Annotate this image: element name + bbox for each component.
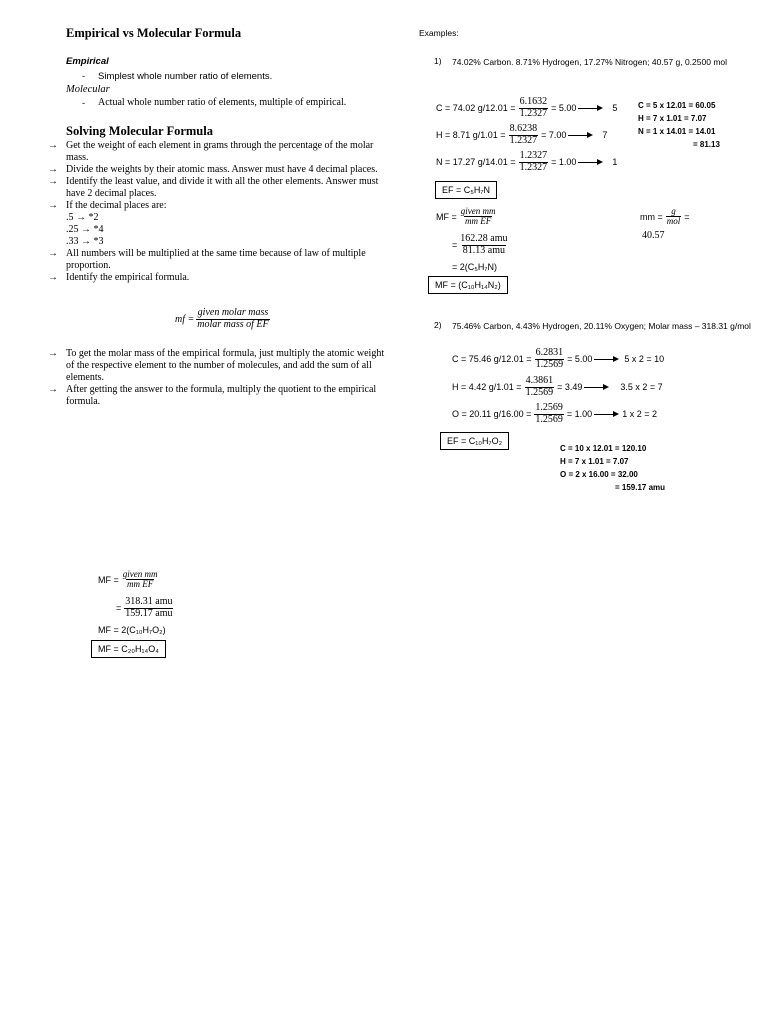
ex2-mf-final-box: MF = C₂₀H₁₄O₄ bbox=[91, 640, 166, 658]
arrow-icon bbox=[578, 162, 600, 163]
ex1-row-c: C = 74.02 g/12.01 = $\frac{6.1632}{1.2327}$ = 5.00 5 bbox=[436, 96, 618, 119]
empirical-dash: - bbox=[82, 71, 86, 82]
arrow-icon bbox=[594, 414, 616, 415]
ex2-mf-line3: MF = 2(C₁₀H₇O₂) bbox=[98, 625, 166, 635]
ex1-mf-line2: = $\frac{\text{162.28 amu}}{\text{81.13 amu}}$ bbox=[452, 233, 508, 256]
step-6: → Identify the empirical formula. bbox=[48, 272, 190, 283]
decimal-rule-2: .25 → *4 bbox=[66, 224, 104, 235]
arrow-icon bbox=[578, 108, 600, 109]
arrow-icon bbox=[594, 359, 616, 360]
step-2: → Divide the weights by their atomic mass. Answer must have 4 decimal places. bbox=[48, 164, 378, 175]
ex2-mass-calc: C = 10 x 12.01 = 120.10 H = 7 x 1.01 = 7.07 O = 2 x 16.00 = 32.00 = 159.17 amu bbox=[560, 444, 666, 492]
arrow-icon bbox=[568, 135, 590, 136]
arrow-icon bbox=[584, 387, 606, 388]
molecular-dash: - bbox=[82, 98, 86, 109]
ex1-mf-final-box: MF = (C₁₀H₁₄N₂) bbox=[428, 276, 508, 294]
empirical-definition: Simplest whole number ratio of elements. bbox=[98, 71, 273, 82]
ex1-row-n: N = 17.27 g/14.01 = $\frac{1.2327}{1.2327}$ = 1.00 1 bbox=[436, 150, 618, 173]
solving-title: Solving Molecular Formula bbox=[66, 124, 213, 138]
decimal-rule-3: .33 → *3 bbox=[66, 236, 104, 247]
step-7: → To get the molar mass of the empirical formula, just multiply the atomic weight of the respective element to the number of molecules, and add the sum of all elements. bbox=[48, 348, 385, 383]
molecular-definition: Actual whole number ratio of elements, multiple of empirical. bbox=[98, 97, 347, 108]
step-8: → After getting the answer to the formula, multiply the quotient to the empirical formula. bbox=[48, 384, 377, 407]
molecular-heading: Molecular bbox=[66, 84, 110, 95]
steps-list bbox=[48, 140, 388, 284]
page-title: Empirical vs Molecular Formula bbox=[66, 26, 242, 40]
empirical-heading: Empirical bbox=[66, 56, 109, 67]
step-4: → If the decimal places are: bbox=[48, 200, 167, 211]
step-3: → Identify the least value, and divide it with all the other elements. Answer must have 2 decimal places. bbox=[48, 176, 379, 199]
ex2-ef-box: EF = C₁₀H₇O₂ bbox=[440, 432, 509, 450]
ex2-mf-line1: MF = $\frac{\text{given mm}}{\text{mm EF}}$ bbox=[98, 569, 158, 590]
ex2-row-o: O = 20.11 g/16.00 = $\frac{1.2569}{1.2569}$ = 1.00 1 x 2 = 2 bbox=[452, 402, 657, 425]
examples-label: Examples: bbox=[419, 28, 459, 38]
ex1-number: 1) bbox=[434, 56, 442, 66]
ex1-ef-box: EF = C₅H₇N bbox=[435, 181, 497, 199]
mf-formula: mf = $\frac{\text{given molar mass}}{\text{molar mass of EF}}$ bbox=[175, 307, 269, 330]
ex1-mf-line3: = 2(C₅H₇N) bbox=[452, 262, 497, 272]
ex2-problem: 75.46% Carbon, 4.43% Hydrogen, 20.11% Oxygen; Molar mass – 318.31 g/mol bbox=[452, 321, 751, 331]
ex1-mass-calc: C = 5 x 12.01 = 60.05 H = 7 x 1.01 = 7.07 N = 1 x 14.01 = 14.01 = 81.13 bbox=[638, 101, 720, 149]
step-1: → Get the weight of each element in grams through the percentage of the molar mass. bbox=[48, 140, 374, 163]
ex1-mm-value: 40.57 bbox=[642, 230, 665, 241]
ex1-mm-formula: mm = $\frac{g}{\text{mol}}$ = bbox=[640, 206, 690, 227]
ex2-row-h: H = 4.42 g/1.01 = $\frac{4.3861}{1.2569}$ = 3.49 3.5 x 2 = 7 bbox=[452, 375, 663, 398]
steps-list-2 bbox=[48, 348, 388, 408]
decimal-rule-1: .5 → *2 bbox=[66, 212, 99, 223]
ex1-row-h: H = 8.71 g/1.01 = $\frac{8.6238}{1.2327}$ = 7.00 7 bbox=[436, 123, 608, 146]
ex1-problem: 74.02% Carbon. 8.71% Hydrogen, 17.27% Nitrogen; 40.57 g, 0.2500 mol bbox=[452, 57, 728, 67]
ex2-row-c: C = 75.46 g/12.01 = $\frac{6.2831}{1.2569}$ = 5.00 5 x 2 = 10 bbox=[452, 347, 665, 370]
ex1-mf-line1: MF = $\frac{\text{given mm}}{\text{mm EF}}$ bbox=[436, 206, 496, 227]
ex2-mf-line2: = $\frac{\text{318.31 amu}}{\text{159.17 amu}}$ bbox=[116, 596, 173, 619]
step-5: → All numbers will be multiplied at the same time because of law of multiple proportion. bbox=[48, 248, 366, 271]
ex2-number: 2) bbox=[434, 320, 442, 330]
